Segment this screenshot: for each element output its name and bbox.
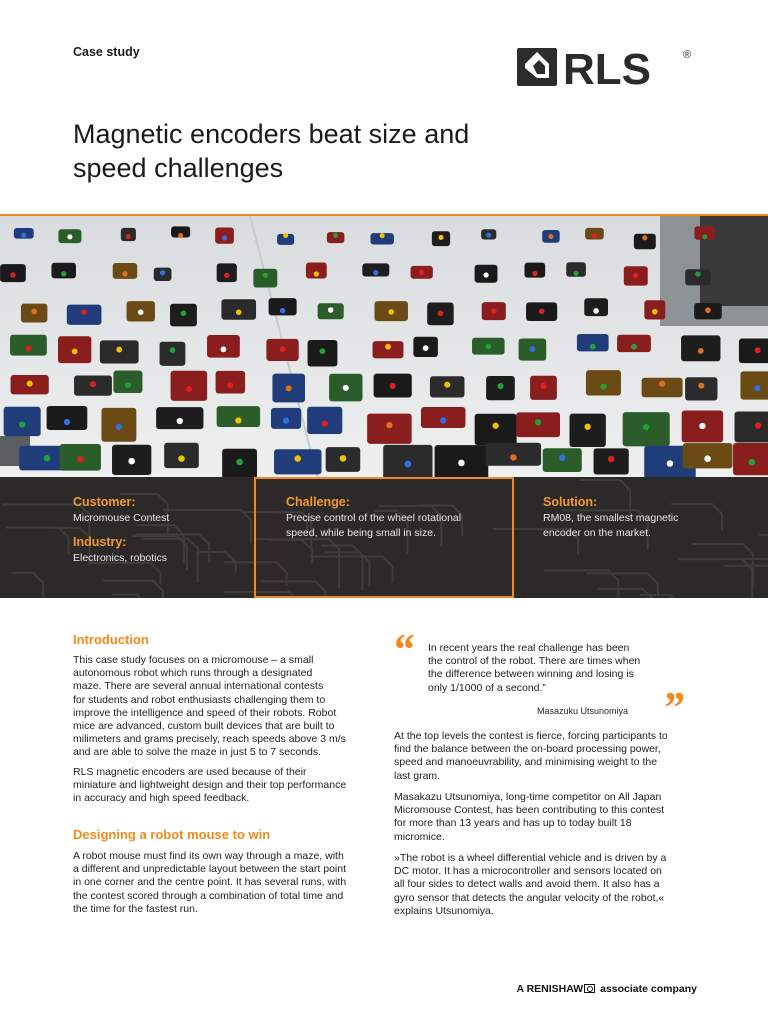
robot-led bbox=[548, 234, 553, 239]
quote-line: only 1/1000 of a second.” bbox=[428, 681, 546, 694]
robot-led bbox=[699, 423, 705, 429]
robot-led bbox=[178, 233, 183, 238]
robot-led bbox=[385, 344, 391, 350]
renishaw-brand: RENISHAW bbox=[526, 983, 584, 995]
robot-led bbox=[116, 347, 122, 353]
competitor-paragraph bbox=[394, 791, 694, 844]
robot-led bbox=[405, 461, 412, 468]
robot-led bbox=[633, 273, 638, 278]
rls-logo-icon bbox=[517, 44, 697, 88]
robot-led bbox=[236, 309, 242, 315]
robot-led bbox=[27, 381, 33, 387]
text-line: autonomous robot which runs through a designated bbox=[73, 667, 313, 680]
robot-body bbox=[739, 339, 768, 364]
robot-body bbox=[10, 335, 47, 356]
robot-led bbox=[126, 234, 131, 239]
solution-value-line-2: encoder on the market. bbox=[543, 527, 651, 539]
robot-led bbox=[631, 344, 637, 350]
robot-description-paragraph bbox=[394, 852, 694, 918]
design-heading: Designing a robot mouse to win bbox=[73, 827, 271, 842]
robot-body bbox=[113, 370, 142, 393]
robot-led bbox=[444, 382, 450, 388]
robot-body bbox=[253, 269, 277, 288]
introduction-paragraph-2 bbox=[73, 766, 373, 806]
robot-led bbox=[485, 344, 491, 350]
robot-led bbox=[186, 386, 192, 392]
robot-led bbox=[333, 233, 338, 238]
text-line: micromice. bbox=[394, 830, 445, 843]
robot-led bbox=[510, 454, 517, 461]
text-line: gyro sensor that detects the angular velocity of the robot,« bbox=[394, 891, 665, 904]
robot-led bbox=[125, 382, 131, 388]
customer-label: Customer: bbox=[73, 495, 136, 509]
footer-suffix: associate company bbox=[600, 983, 697, 995]
robot-led bbox=[128, 458, 135, 465]
open-quote-icon: “ bbox=[392, 625, 414, 674]
introduction-heading: Introduction bbox=[73, 632, 149, 647]
robot-body bbox=[160, 342, 186, 366]
text-line: mice are advanced, custom built devices that are built to bbox=[73, 720, 335, 733]
robot-led bbox=[419, 270, 424, 275]
quote-line: the difference between winning and losing is bbox=[428, 668, 634, 681]
solution-value-line-1: RM08, the smallest magnetic bbox=[543, 512, 679, 524]
robot-body bbox=[642, 378, 683, 398]
contest-paragraph bbox=[394, 730, 694, 783]
robot-body bbox=[367, 414, 412, 444]
robot-led bbox=[600, 384, 606, 390]
text-line: the time for the fastest run. bbox=[73, 902, 198, 915]
robot-led bbox=[749, 459, 756, 466]
challenge-label: Challenge: bbox=[286, 495, 350, 509]
robot-led bbox=[44, 455, 51, 462]
robot-led bbox=[590, 344, 596, 350]
robot-led bbox=[388, 309, 394, 315]
robot-led bbox=[698, 383, 704, 389]
text-line: last gram. bbox=[394, 769, 441, 782]
text-line: in one corner and the centre point. It has several runs, with bbox=[73, 876, 347, 889]
text-line: DC motor. It has a microcontroller and sensors located on bbox=[394, 865, 662, 878]
close-quote-icon: ” bbox=[662, 683, 684, 732]
robot-led bbox=[64, 419, 70, 425]
robot-led bbox=[573, 271, 578, 276]
robot-led bbox=[21, 233, 26, 238]
robot-led bbox=[280, 346, 286, 352]
robot-led bbox=[236, 459, 243, 466]
robot-led bbox=[81, 309, 87, 315]
text-line: RLS magnetic encoders are used because of their bbox=[73, 766, 307, 778]
info-panel bbox=[0, 477, 768, 598]
robot-led bbox=[390, 383, 396, 389]
rls-logo bbox=[517, 44, 697, 88]
robot-led bbox=[705, 307, 711, 313]
industry-value: Electronics, robotics bbox=[73, 552, 167, 564]
text-line: maze. There are several annual international contests bbox=[73, 680, 324, 693]
robot-led bbox=[608, 456, 615, 463]
challenge-column bbox=[254, 477, 514, 598]
robot-led bbox=[160, 270, 165, 275]
robot-led bbox=[122, 271, 127, 276]
robot-led bbox=[224, 273, 229, 278]
robot-led bbox=[170, 347, 176, 353]
robot-led bbox=[458, 460, 465, 467]
robot-led bbox=[286, 385, 292, 391]
robot-led bbox=[535, 419, 541, 425]
robot-led bbox=[26, 346, 32, 352]
robot-led bbox=[322, 420, 328, 426]
introduction-paragraph-1 bbox=[73, 654, 373, 760]
robot-photo bbox=[0, 214, 768, 477]
document-type-label: Case study bbox=[73, 45, 140, 59]
challenge-value-line-1: Precise control of the wheel rotational bbox=[286, 512, 462, 524]
robot-led bbox=[559, 455, 566, 462]
pull-quote bbox=[428, 642, 688, 695]
robot-led bbox=[592, 233, 597, 238]
text-line: A robot mouse must find its own way through a maze, with bbox=[73, 850, 344, 862]
title-line-2: speed challenges bbox=[73, 153, 284, 183]
text-line: and are able to solve the maze in just 5 to 7 seconds. bbox=[73, 746, 322, 759]
robot-led bbox=[328, 307, 334, 313]
quote-line: the control of the robot. There are times when bbox=[428, 655, 641, 668]
footer-prefix: A bbox=[516, 983, 524, 995]
robot-led bbox=[423, 345, 429, 351]
quote-author: Masazuku Utsunomiya bbox=[537, 706, 629, 716]
robot-led bbox=[486, 233, 491, 238]
text-line: speed and manoeuvrability, and minimising weight to the bbox=[394, 756, 658, 769]
text-line: find the balance between the on-board processing power, bbox=[394, 743, 661, 756]
robot-led bbox=[483, 272, 488, 277]
robot-body bbox=[569, 414, 605, 447]
footer-affiliation bbox=[516, 983, 697, 995]
robot-led bbox=[386, 422, 392, 428]
challenge-value-line-2: speed, while being small in size. bbox=[286, 527, 436, 539]
text-line: »The robot is a wheel differential vehicle and is driven by a bbox=[394, 852, 667, 864]
text-line: the contest scored through a combination of total time and bbox=[73, 889, 344, 902]
text-line: for students and robot enthusiasts challenging them to bbox=[73, 693, 326, 706]
robot-led bbox=[539, 308, 545, 314]
robot-led bbox=[221, 346, 227, 352]
robot-led bbox=[263, 273, 268, 278]
robot-led bbox=[755, 422, 761, 428]
customer-column bbox=[0, 477, 254, 598]
robot-body bbox=[307, 407, 342, 434]
robot-body bbox=[207, 335, 240, 358]
robot-led bbox=[343, 385, 349, 391]
text-line: miniature and lightweight design and their top performance bbox=[73, 779, 347, 792]
robot-led bbox=[235, 417, 241, 423]
robot-led bbox=[283, 233, 288, 238]
robot-led bbox=[227, 382, 233, 388]
text-line: At the top levels the contest is fierce, forcing participants to bbox=[394, 730, 668, 742]
robot-led bbox=[177, 418, 183, 424]
robot-led bbox=[61, 271, 66, 276]
robot-led bbox=[10, 272, 15, 277]
robot-led bbox=[438, 235, 443, 240]
robot-led bbox=[280, 308, 286, 314]
robot-led bbox=[31, 309, 37, 315]
robot-led bbox=[72, 349, 78, 355]
robot-led bbox=[642, 235, 647, 240]
robot-led bbox=[116, 424, 122, 430]
robot-body bbox=[685, 377, 717, 400]
text-line: milimeters and grams precisely, reach speeds above 3 m/s bbox=[73, 733, 346, 746]
robot-led bbox=[652, 309, 658, 315]
text-line: a different and unpredictable layout between the start point bbox=[73, 863, 346, 876]
robot-led bbox=[643, 424, 649, 430]
industry-label: Industry: bbox=[73, 535, 127, 549]
robot-body bbox=[216, 371, 246, 394]
design-paragraph bbox=[73, 850, 373, 916]
robot-led bbox=[491, 308, 497, 314]
customer-value: Micromouse Contest bbox=[73, 512, 170, 524]
text-line: This case study focuses on a micromouse – a small bbox=[73, 654, 314, 666]
robot-body bbox=[4, 407, 41, 436]
robot-body bbox=[217, 406, 260, 427]
robot-led bbox=[67, 234, 72, 239]
robot-led bbox=[438, 311, 444, 317]
robot-led bbox=[497, 383, 503, 389]
text-line: Micromouse Contest, has been contributing to this contest bbox=[394, 804, 665, 817]
robot-body bbox=[733, 443, 768, 475]
robot-led bbox=[294, 455, 301, 462]
robot-led bbox=[659, 381, 665, 387]
text-line: for more than 13 years and has up to today built 18 bbox=[394, 817, 632, 830]
robot-led bbox=[540, 383, 546, 389]
title-line-1: Magnetic encoders beat size and bbox=[73, 119, 470, 149]
robot-led bbox=[667, 460, 674, 467]
logo-text: RLS bbox=[563, 45, 651, 88]
robot-led bbox=[532, 271, 537, 276]
robot-led bbox=[181, 311, 187, 317]
robot-body bbox=[47, 406, 88, 430]
robot-led bbox=[178, 455, 185, 462]
robot-body bbox=[735, 411, 768, 442]
robot-led bbox=[90, 381, 96, 387]
robot-photo-icon bbox=[0, 216, 768, 477]
robot-body bbox=[475, 414, 517, 445]
text-line: Masakazu Utsunomiya, long-time competitor on All Japan bbox=[394, 791, 662, 803]
robot-led bbox=[755, 347, 761, 353]
robot-led bbox=[698, 348, 704, 354]
robot-led bbox=[373, 270, 378, 275]
renishaw-symbol-icon bbox=[584, 984, 595, 993]
robot-led bbox=[138, 309, 144, 315]
robot-body bbox=[274, 449, 321, 474]
page-title bbox=[73, 117, 593, 185]
solution-label: Solution: bbox=[543, 495, 598, 509]
robot-body bbox=[586, 370, 621, 395]
text-line: in accuracy and high speed feedback. bbox=[73, 792, 250, 805]
robot-body bbox=[373, 341, 404, 358]
robot-led bbox=[77, 456, 84, 463]
robot-led bbox=[380, 233, 385, 238]
robot-led bbox=[314, 271, 319, 276]
logo-registered-mark: ® bbox=[683, 49, 692, 61]
robot-led bbox=[283, 417, 289, 423]
text-line: explains Utsunomiya. bbox=[394, 904, 494, 917]
robot-body bbox=[171, 371, 208, 401]
robot-led bbox=[585, 424, 591, 430]
robot-led bbox=[704, 455, 711, 462]
robot-led bbox=[320, 348, 326, 354]
robot-led bbox=[593, 308, 599, 314]
robot-led bbox=[492, 423, 498, 429]
robot-led bbox=[222, 236, 227, 241]
robot-led bbox=[754, 385, 760, 391]
robot-led bbox=[440, 417, 446, 423]
robot-led bbox=[19, 422, 25, 428]
solution-column bbox=[514, 477, 768, 598]
robot-led bbox=[695, 271, 700, 276]
text-line: all four sides to detect walls and avoid them. It also has a bbox=[394, 878, 660, 891]
robot-body bbox=[740, 371, 768, 399]
robot-led bbox=[340, 455, 347, 462]
quote-line: In recent years the real challenge has been bbox=[428, 642, 630, 654]
text-line: improve the intelligence and speed of their robots. Robot bbox=[73, 706, 337, 719]
robot-led bbox=[529, 346, 535, 352]
robot-led bbox=[702, 234, 707, 239]
